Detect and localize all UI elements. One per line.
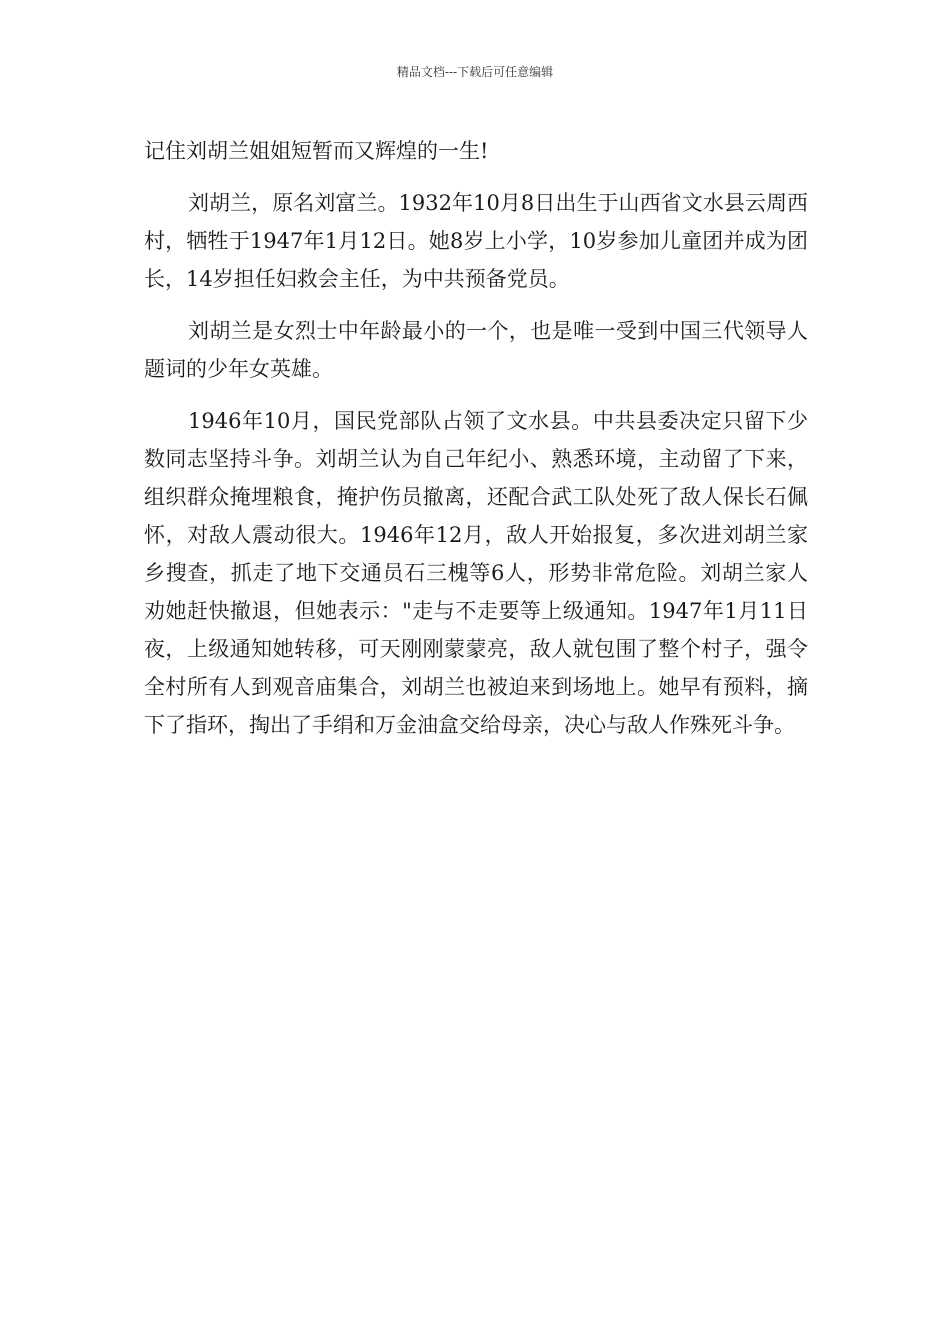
paragraph-biography: 刘胡兰，原名刘富兰。1932年10月8日出生于山西省文水县云周西村，牺牲于1947年1月12日。她8岁上小学，10岁参加儿童团并成为团长，14岁担任妇救会主任，为中共预备党员。 [144,191,808,291]
document-body [144,132,808,758]
paragraph-struggle-story: 1946年10月，国民党部队占领了文水县。中共县委决定只留下少数同志坚持斗争。刘胡兰认为自己年纪小、熟悉环境，主动留了下来，组织群众掩埋粮食，掩护伤员撤离，还配合武工队处死了敌人保长石佩怀，对敌人震动很大。1946年12月，敌人开始报复，多次进刘胡兰家乡搜查，抓走了地下交通员石三槐等6人，形势非常危险。刘胡兰家人劝她赶快撤退，但她表示："走与不走要等上级通知。1947年1月11日夜，上级通知她转移，可天刚刚蒙蒙亮，敌人就包围了整个村子，强令全村所有人到观音庙集合，刘胡兰也被迫来到场地上。她早有预料，摘下了指环，掏出了手绢和万金油盒交给母亲，决心与敌人作殊死斗争。 [144,409,808,737]
page-header: 精品文档---下载后可任意编辑 [396,65,554,79]
paragraph-youngest-heroine: 刘胡兰是女烈士中年龄最小的一个，也是唯一受到中国三代领导人题词的少年女英雄。 [144,319,808,381]
paragraph-opening-line: 记住刘胡兰姐姐短暂而又辉煌的一生! [144,139,489,163]
